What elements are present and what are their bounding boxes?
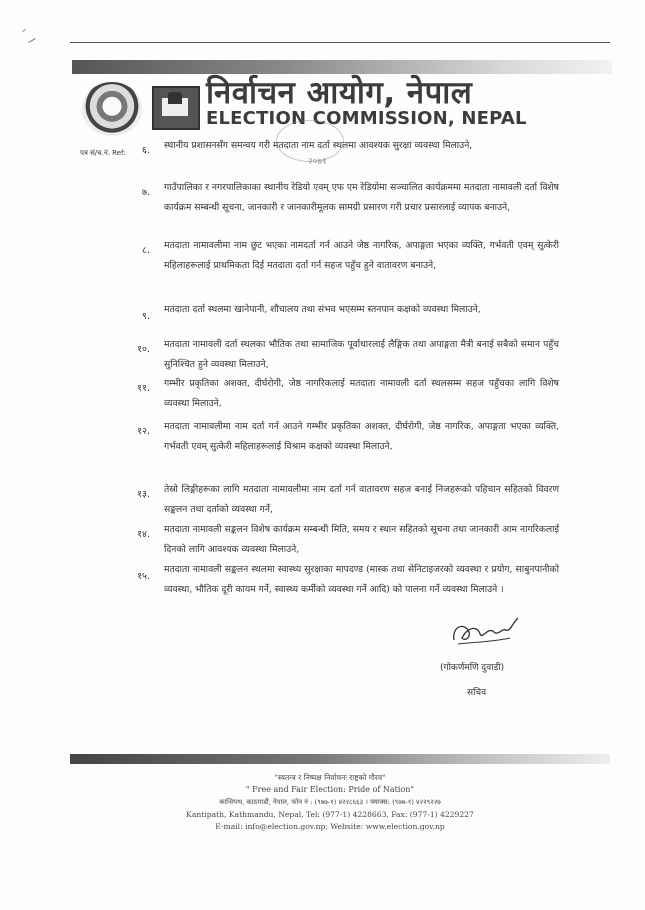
list-item-text: मतदाता दर्ता स्थलमा खानेपानी, शौचालय तथा संभव भएसम्म स्तनपान कक्षको व्यवस्था मिलाउने, <box>164 304 481 315</box>
list-item-number: १२. <box>137 426 150 437</box>
title-nepali: निर्वाचन आयोग, नेपाल <box>206 75 473 111</box>
footer-motto-nepali: "स्वतन्त्र र निष्पक्ष निर्वाचनः राष्ट्रको गौरव" <box>274 773 386 782</box>
list-item-text: मतदाता नामावलीमा नाम छुट भएका नामदर्ता गर्न आउने जेष्ठ नागरिक, अपाङ्गता भएका व्यक्ति, गर्भवती एवम् सुत्केरी महिलाहरूलाई प्राथमिकता दिई मतदाता दर्ता गर्न सहज पहुँच हुने वातावरण बनाउने, <box>164 240 559 271</box>
top-rule <box>70 42 610 43</box>
ballot-box-logo-icon <box>152 86 200 130</box>
list-item-text: मतदाता नामावली सङ्कलन स्थलमा स्वास्थ्य सुरक्षाका मापदण्ड (मास्क तथा सेनिटाइजरको व्यवस्था र प्रयोग, साबुनपानीको व्यवस्था, भौतिक दूरी कायम गर्ने, स्वास्थ्य कर्मीको व्यवस्था गर्ने आदि) को पालना गर्ने व्यवस्था मिलाउने । <box>164 564 559 595</box>
list-item-text: गम्भीर प्रकृतिका अशक्त, दीर्घरोगी, जेष्ठ नागरिकलाई मतदाता नामावली दर्ता स्थलसम्म सहज पहुँचका लागि विशेष व्यवस्था मिलाउने, <box>164 378 559 409</box>
list-item-text: गाउँपालिका र नगरपालिकाका स्थानीय रेडियो एवम् एफ एम रेडियोमा सञ्चालित कार्यक्रममा मतदाता नामावली दर्ता विशेष कार्यक्रम सम्बन्धी सूचना, जानकारी र जानकारीमूलक सामग्री प्रसारण गरी प्रचार प्रसारलाई व्यापक बनाउने, <box>164 182 559 213</box>
header-band <box>72 60 612 74</box>
list-item-number: ९. <box>142 311 150 322</box>
list-item-number: ६. <box>142 145 150 156</box>
scan-mark <box>22 29 26 32</box>
list-item-text: मतदाता नामावलीमा नाम दर्ता गर्न आउने गम्भीर प्रकृतिका अशक्त, दीर्घरोगी, जेष्ठ नागरिक, अपाङ्गता भएका व्यक्ति, गर्भवती एवम् सुत्केरी महिलाहरूलाई विश्राम कक्षको व्यवस्था मिलाउने, <box>164 421 559 452</box>
list-item-number: १५. <box>137 571 150 582</box>
footer-address-english: Kantipath, Kathmandu, Nepal, Tel: (977-1) 4228663, Fax: (977-1) 4229227 <box>186 810 474 819</box>
list-item-number: १०. <box>137 344 150 355</box>
footer-band <box>70 754 610 764</box>
list-item-text: स्थानीय प्रशासनसँग समन्वय गरी मतदाता नाम दर्ता स्थलमा आवश्यक सुरक्षा व्यवस्था मिलाउने, <box>164 140 473 151</box>
title-english: ELECTION COMMISSION, NEPAL <box>206 108 527 129</box>
footer-motto-english: " Free and Fair Election: Pride of Nation" <box>245 785 415 794</box>
handwritten-signature <box>448 612 524 652</box>
list-item-number: १३. <box>137 489 150 500</box>
scan-mark <box>28 38 35 43</box>
stamp-year: २०७१ <box>308 157 327 167</box>
list-item-text: मतदाता नामावली दर्ता स्थलका भौतिक तथा सामाजिक पूर्वाधारलाई लैङ्गिक तथा अपाङ्गता मैत्री बनाई सबैको समान पहुँच सुनिश्चित हुने व्यवस्था मिलाउने, <box>164 339 559 370</box>
list-item-number: १४. <box>137 529 150 540</box>
list-item-text: तेस्रो लिङ्गीहरूका लागि मतदाता नामावलीमा नाम दर्ता गर्न वातावरण सहज बनाई निजहरूको पहिचान सहितको विवरण सङ्कलन तथा दर्ताको व्यवस्था गर्ने, <box>164 484 559 515</box>
list-item-text: मतदाता नामावली सङ्कलन विशेष कार्यक्रम सम्बन्धी मिति, समय र स्थान सहितको सूचना तथा जानकारी आम नागरिकलाई दिनको लागि आवश्यक व्यवस्था मिलाउने, <box>164 524 559 555</box>
signatory-role: सचिव <box>467 688 487 698</box>
reference-label: पत्र सं/च.नं. Ref: <box>80 149 126 157</box>
signatory-name: (गोकर्णमणि दुवाडी) <box>440 663 505 673</box>
list-item-number: ११. <box>137 383 150 394</box>
footer-contact: E-mail: info@election.gov.np; Website: www.election.gov.np <box>215 822 445 831</box>
list-item-number: ८. <box>142 245 150 256</box>
list-item-number: ७. <box>142 187 150 198</box>
nepal-emblem-icon <box>82 82 142 136</box>
footer-address-nepali: कान्तिपथ, काठमाडौं, नेपाल, फोन नं : (९७७-१) ४२२८६६३ । फ्याक्स: (९७७-१) ४२२९२२७ <box>219 798 441 806</box>
